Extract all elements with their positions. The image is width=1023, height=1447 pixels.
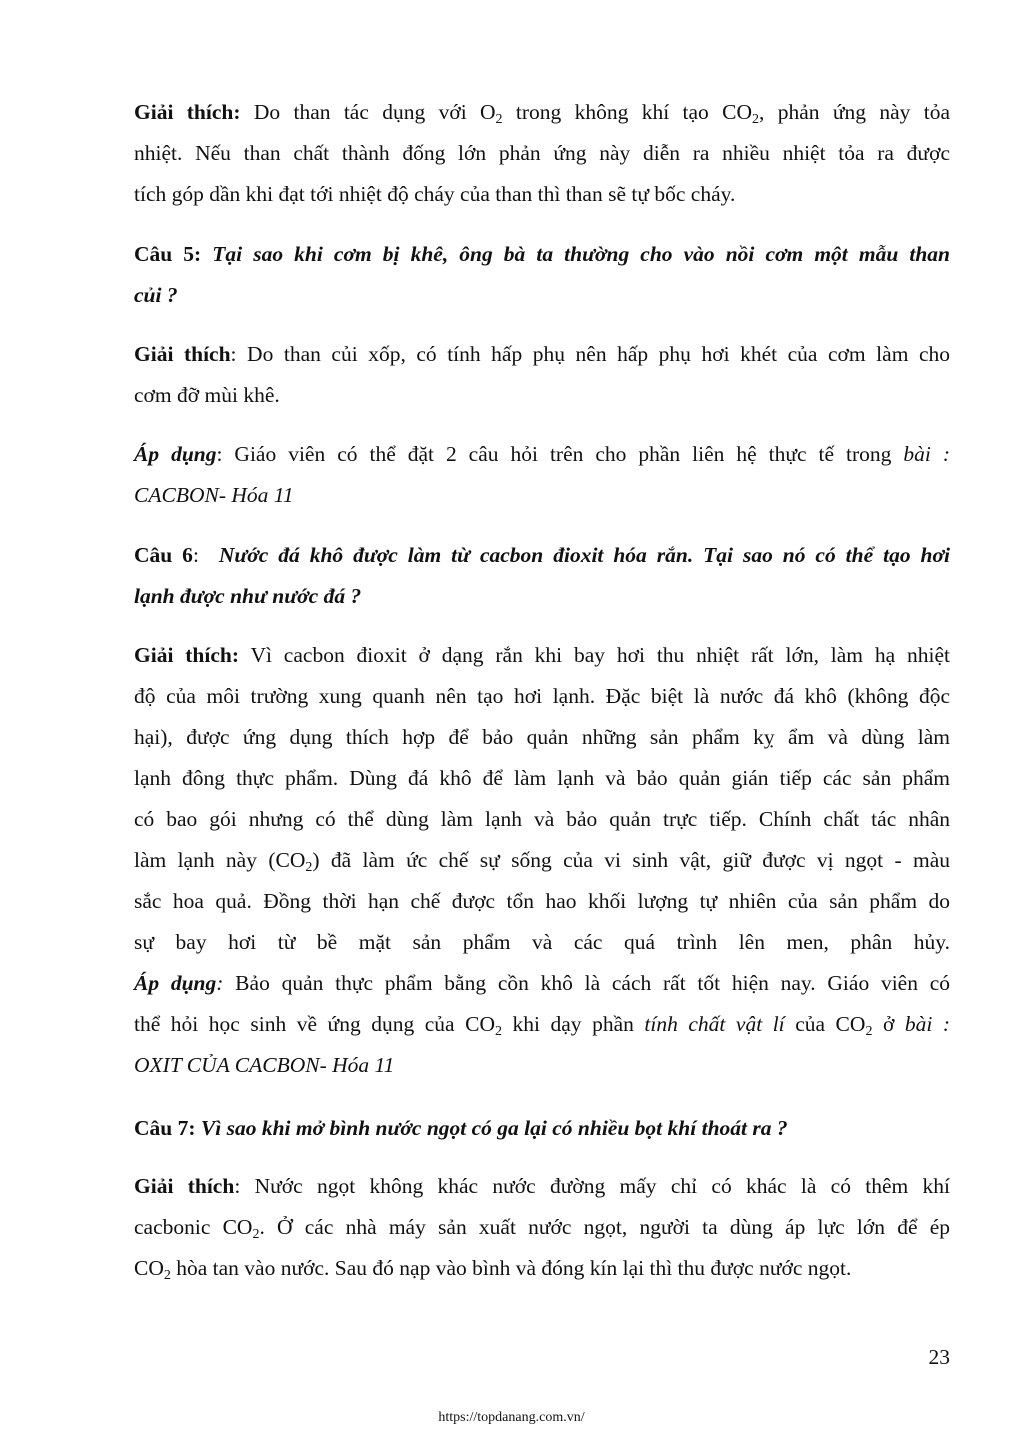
text-line: sắc hoa quả. Đồng thời hạn chế được tổn hao khối lượng tự nhiên của sản phẩm do — [134, 889, 950, 913]
application-label: Áp dụng — [134, 442, 217, 466]
question-6 — [134, 535, 950, 617]
question-label: Câu 7: — [134, 1116, 196, 1140]
text-line: lạnh được như nước đá ? — [134, 584, 362, 608]
text-line: Câu 7: Vì sao khi mở bình nước ngọt có ga lại có nhiều bọt khí thoát ra ? — [134, 1116, 788, 1140]
page-number: 23 — [928, 1345, 950, 1369]
explanation-label: Giải thích — [134, 342, 231, 366]
text-line: Áp dụng: Bảo quản thực phẩm bằng cồn khô là cách rất tốt hiện nay. Giáo viên có — [134, 971, 950, 995]
text-line: củi ? — [134, 283, 178, 307]
text-line: thể hỏi học sinh về ứng dụng của $CO_2$ khi dạy phần tính chất vật lí của $CO_2$ ở bài : — [134, 1012, 951, 1039]
text-line: Giải thích: Nước ngọt không khác nước đường mấy chỉ có khác là có thêm khí — [134, 1174, 950, 1198]
text-line: làm lạnh này $(CO_2)$ đã làm ức chế sự sống của vi sinh vật, giữ được vị ngọt - màu — [134, 848, 951, 875]
text-line: Câu 5: Tại sao khi cơm bị khê, ông bà ta thường cho vào nồi cơm một mẫu than — [134, 242, 950, 266]
text-line: CACBON- Hóa 11 — [134, 483, 294, 507]
explanation-paragraph-6 — [134, 635, 950, 1086]
explanation-label: Giải thích: — [134, 643, 240, 667]
explanation-paragraph-5 — [134, 334, 950, 416]
text-line: hại), được ứng dụng thích hợp để bảo quản những sản phẩm kỵ ẩm và dùng làm — [134, 725, 950, 749]
text-line: có bao gói nhưng có thể dùng làm lạnh và bảo quản trực tiếp. Chính chất tác nhân — [134, 807, 950, 831]
text-line: Áp dụng: Giáo viên có thể đặt 2 câu hỏi trên cho phần liên hệ thực tế trong bài : — [134, 442, 950, 466]
text-line: Giải thích: Vì cacbon đioxit ở dạng rắn khi bay hơi thu nhiệt rất lớn, làm hạ nhiệt — [134, 643, 950, 667]
text-line: cacbonic $CO_2$. Ở các nhà máy sản xuất nước ngọt, người ta dùng áp lực lớn để ép — [134, 1215, 950, 1242]
footer-url[interactable]: https://topdanang.com.vn/ — [438, 1410, 585, 1425]
text-line: sự bay hơi từ bề mặt sản phẩm và các quá trình lên men, phân hủy. — [134, 930, 950, 954]
application-paragraph-5 — [134, 434, 950, 516]
text-line: lạnh đông thực phẩm. Dùng đá khô để làm lạnh và bảo quản gián tiếp các sản phẩm — [134, 766, 950, 790]
question-label: Câu 6 — [134, 543, 193, 567]
text-line: $CO_2$ hòa tan vào nước. Sau đó nạp vào bình và đóng kín lại thì thu được nước ngọt. — [134, 1256, 852, 1283]
text-line: cơm đỡ mùi khê. — [134, 383, 280, 407]
explanation-label: Giải thích — [134, 1174, 235, 1198]
text-line: Câu 6: Nước đá khô được làm từ cacbon đioxit hóa rắn. Tại sao nó có thể tạo hơi — [134, 543, 950, 567]
text-line: OXIT CỦA CACBON- Hóa 11 — [134, 1053, 395, 1077]
question-5 — [134, 234, 950, 316]
explanation-label: Giải thích: — [134, 100, 241, 124]
text-line: nhiệt. Nếu than chất thành đống lớn phản ứng này diễn ra nhiều nhiệt tỏa ra được — [134, 141, 950, 165]
question-7 — [134, 1108, 950, 1149]
question-label: Câu 5: — [134, 242, 202, 266]
text-line: độ của môi trường xung quanh nên tạo hơi lạnh. Đặc biệt là nước đá khô (không độc — [134, 684, 950, 708]
text-line: tích góp dần khi đạt tới nhiệt độ cháy của than thì than sẽ tự bốc cháy. — [134, 182, 736, 206]
explanation-paragraph-1 — [134, 92, 950, 215]
explanation-paragraph-7 — [134, 1166, 950, 1289]
application-label: Áp dụng — [134, 971, 217, 995]
text-line: Giải thích: Do than củi xốp, có tính hấp phụ nên hấp phụ hơi khét của cơm làm cho — [134, 342, 950, 366]
text-line: Giải thích: Do than tác dụng với $O_2$ trong không khí tạo $CO_2$, phản ứng này tỏa — [134, 100, 950, 127]
